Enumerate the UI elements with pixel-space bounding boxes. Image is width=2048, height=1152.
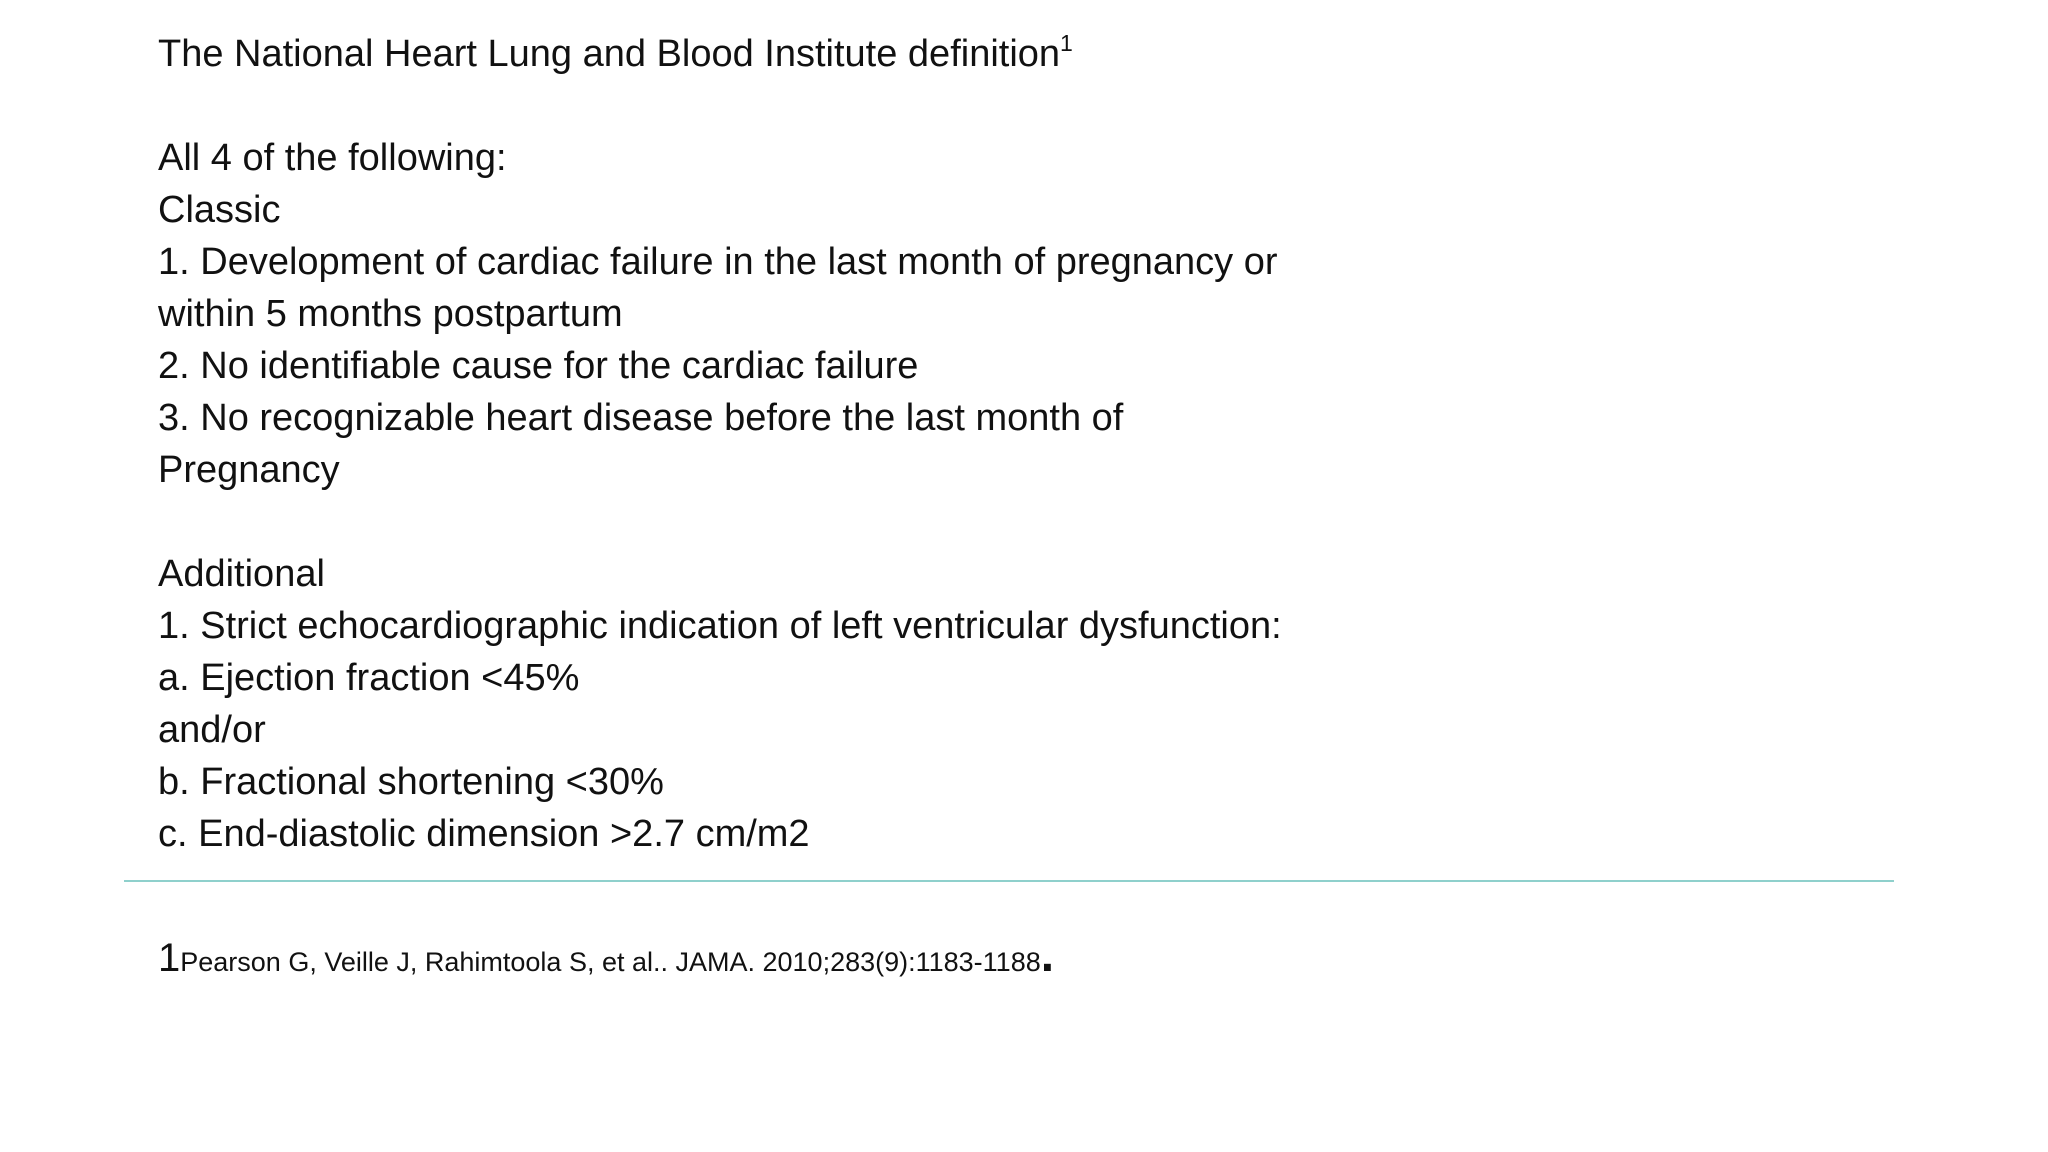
classic-line-1: 1. Development of cardiac failure in the last month of pregnancy or [158,241,1278,283]
spacer [158,496,1858,548]
classic-line-5: Pregnancy [158,449,340,491]
classic-line-4: 3. No recognizable heart disease before the last month of [158,397,1124,439]
additional-line-4: b. Fractional shortening <30% [158,761,664,803]
additional-line-1: 1. Strict echocardiographic indication of left ventricular dysfunction: [158,605,1282,647]
footnote-marker: 1 [158,936,181,980]
additional-line-2: a. Ejection fraction <45% [158,657,580,699]
additional-line-5: c. End-diastolic dimension >2.7 cm/m2 [158,813,810,855]
additional-heading: Additional [158,553,325,595]
intro-text: All 4 of the following: [158,137,507,179]
classic-line-3: 2. No identifiable cause for the cardiac failure [158,345,919,387]
additional-line-3: and/or [158,709,266,751]
footnote-end-mark: . [1040,929,1055,982]
slide-title [158,28,1858,80]
footnote-divider [124,880,1894,882]
spacer [158,80,1858,132]
definition-content [158,28,1858,860]
footnote-citation: Pearson G, Veille J, Rahimtoola S, et al.. JAMA. 2010;283(9):1183-1188 [180,947,1041,977]
footnote [158,928,1054,983]
classic-line-2: within 5 months postpartum [158,293,623,335]
title-text: The National Heart Lung and Blood Institute definition [158,33,1061,75]
classic-heading: Classic [158,189,281,231]
title-footnote-marker: 1 [1060,30,1073,56]
